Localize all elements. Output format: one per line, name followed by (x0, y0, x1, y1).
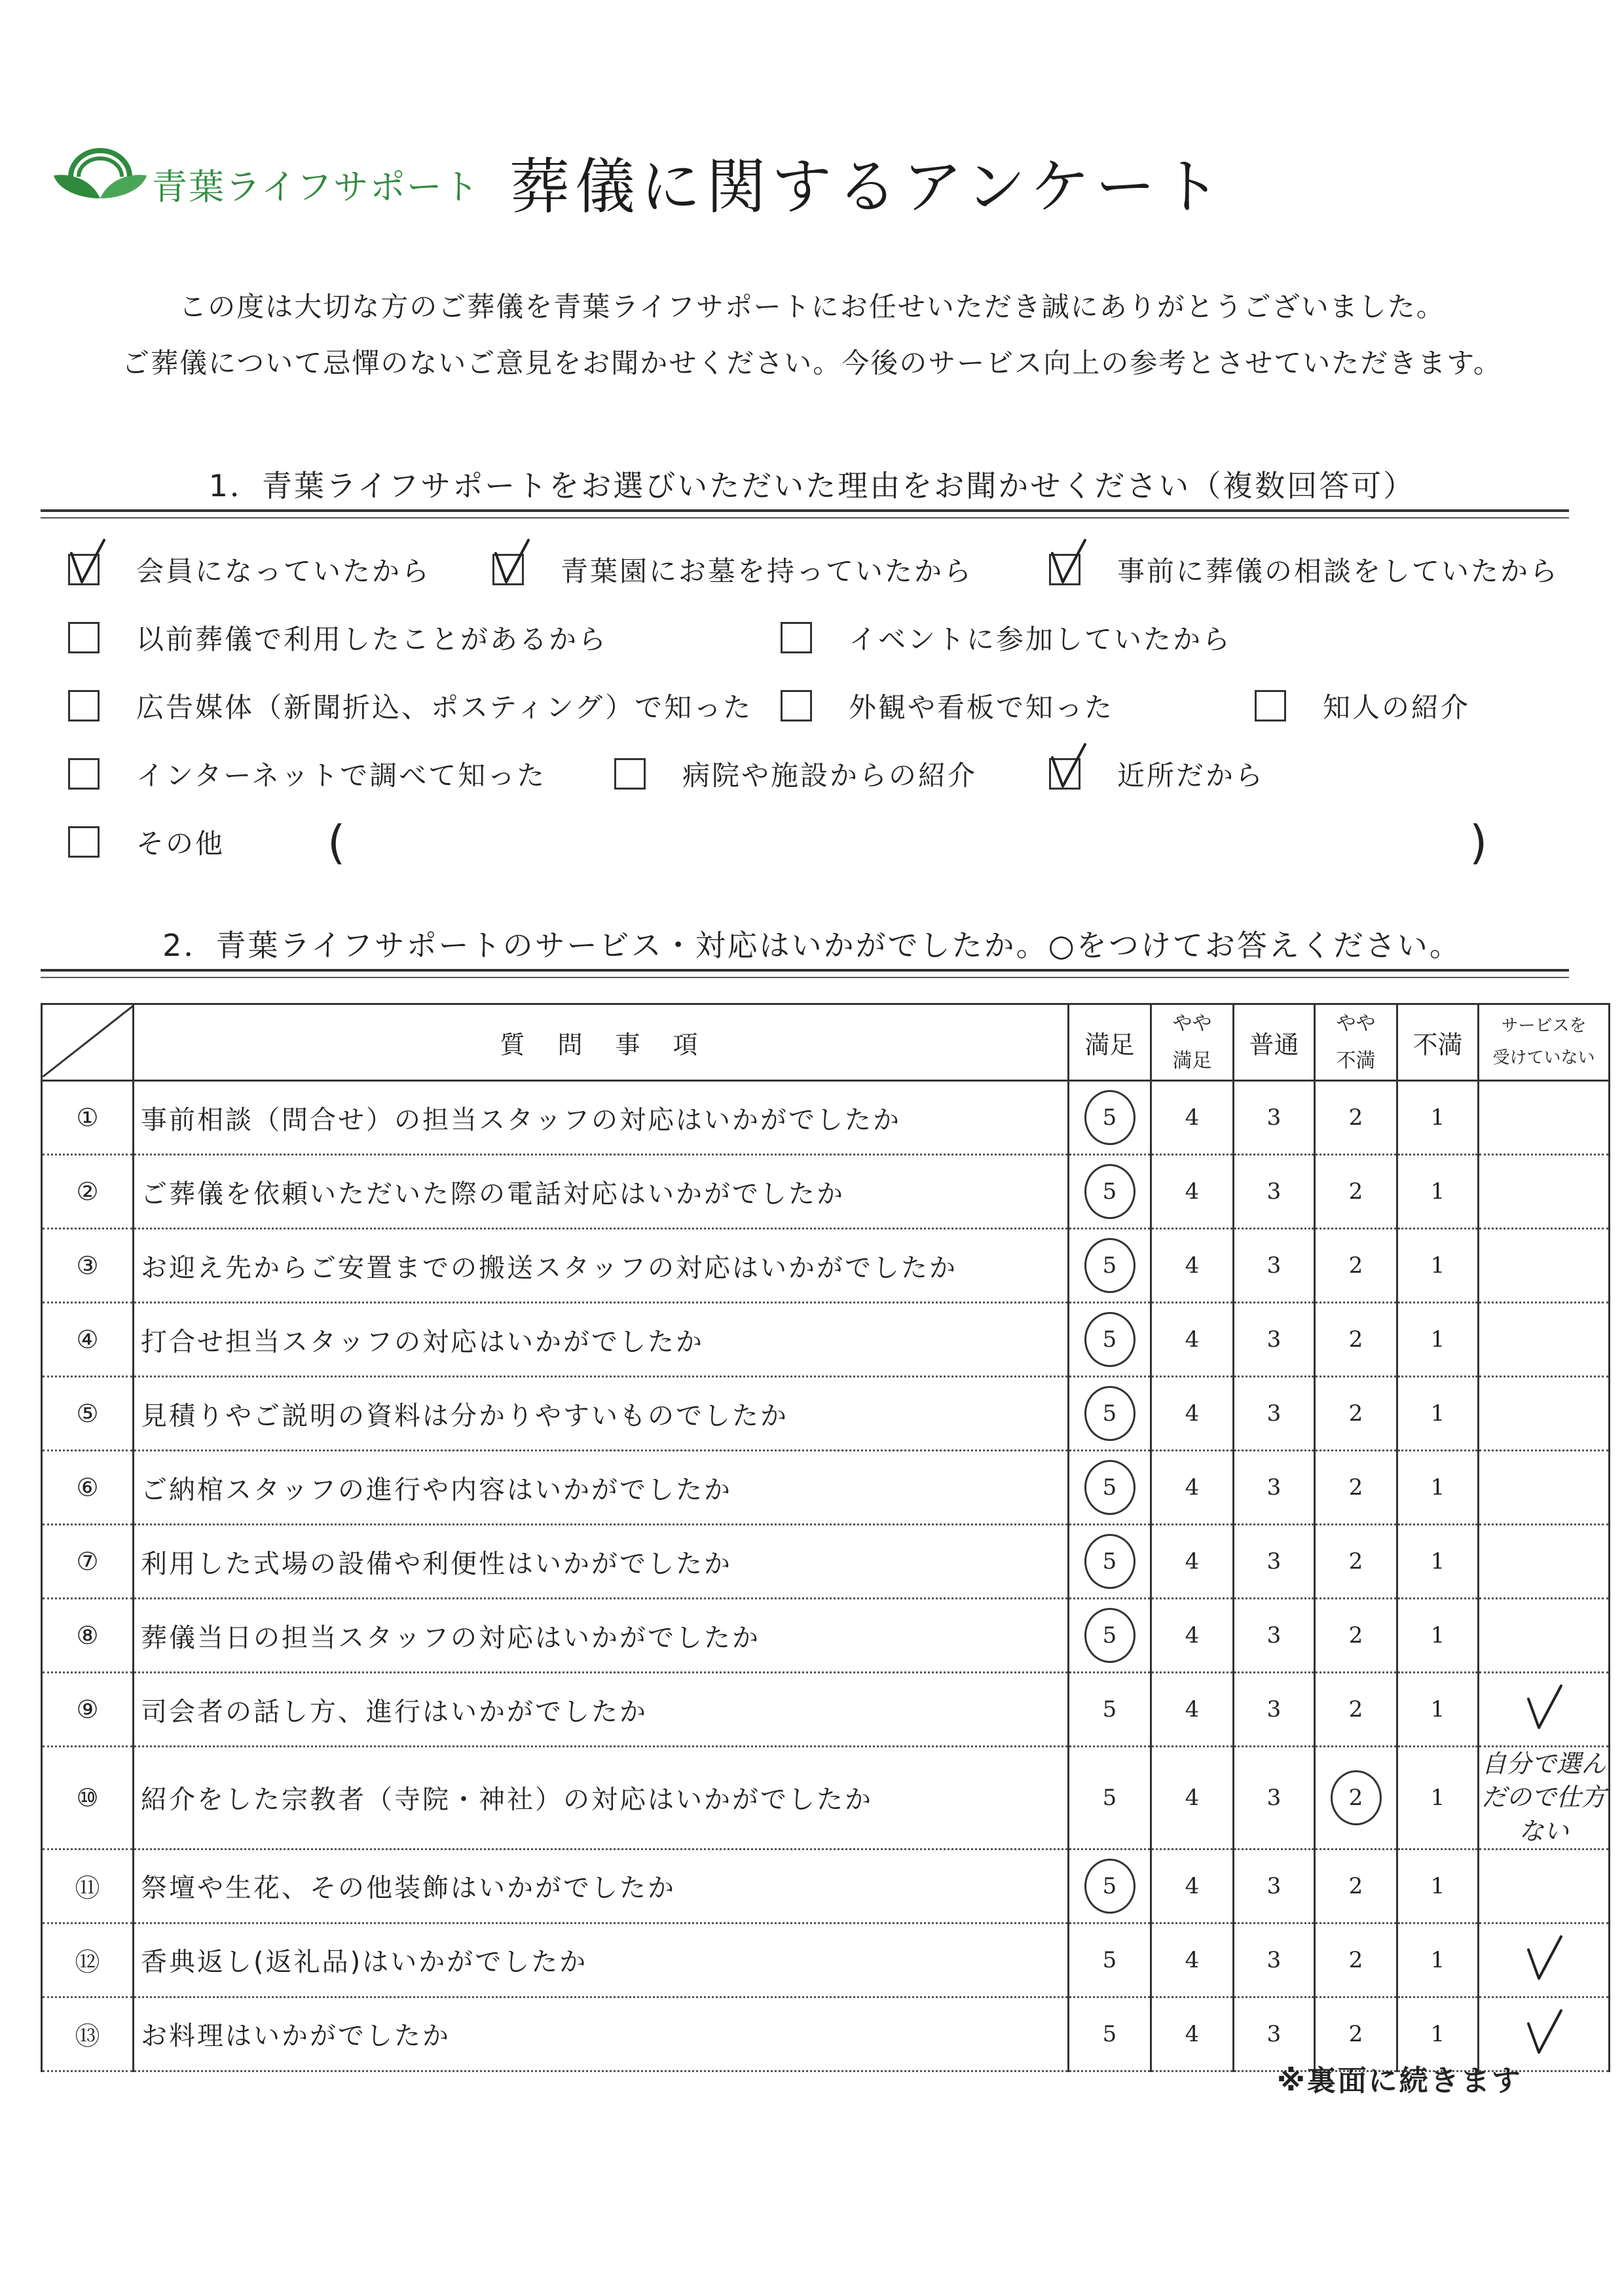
selected-rating: 5 (1084, 1460, 1135, 1515)
reason-option[interactable] (1049, 754, 1264, 793)
rating-cell-5[interactable] (1069, 1923, 1151, 1997)
reason-checkbox[interactable] (68, 554, 100, 585)
section1-rule-thin (41, 517, 1569, 519)
rating-cell-5[interactable] (1069, 1997, 1151, 2071)
rating-cell-5[interactable] (1069, 1081, 1151, 1155)
intro-line-1: この度は大切な方のご葬儀を青葉ライフサポートにお任せいただき誠にありがとうございました。 (179, 291, 1445, 323)
rating-value: 1 (1430, 1548, 1445, 1575)
checkmark-icon (1048, 539, 1088, 592)
rating-cell-3[interactable] (1234, 1081, 1315, 1155)
rating-cell-1[interactable] (1397, 1599, 1479, 1673)
rating-cell-3[interactable] (1234, 1599, 1315, 1673)
rating-cell-4[interactable] (1151, 1303, 1234, 1377)
table-row (42, 1747, 1610, 1850)
header-somewhat-satisfied: やや 満足 (1151, 1004, 1234, 1081)
rating-cell-5[interactable] (1069, 1525, 1151, 1599)
question-number: ⑧ (42, 1599, 134, 1673)
reason-checkbox[interactable] (68, 690, 100, 721)
reason-option[interactable] (1255, 686, 1470, 725)
header-neutral: 普通 (1234, 1004, 1315, 1081)
question-text: 司会者の話し方、進行はいかがでしたか (134, 1673, 1069, 1747)
rating-value: 1 (1430, 1784, 1445, 1811)
table-row (42, 1229, 1610, 1303)
reason-label: 病院や施設からの紹介 (682, 759, 978, 792)
rating-cell-1[interactable] (1397, 1451, 1479, 1525)
reason-checkbox[interactable] (68, 758, 100, 790)
question-number: ③ (42, 1229, 134, 1303)
rating-value: 1 (1430, 1178, 1445, 1205)
rating-cell-4[interactable] (1151, 1081, 1234, 1155)
section2-rule (41, 969, 1569, 972)
question-number: ⑪ (42, 1849, 134, 1923)
header-dissatisfied: 不満 (1397, 1004, 1479, 1081)
rating-value: 2 (1348, 1104, 1363, 1131)
reason-checkbox[interactable] (1049, 554, 1080, 585)
rating-value: 4 (1185, 1784, 1200, 1811)
header-not-received: サービスを 受けていない (1479, 1004, 1610, 1081)
rating-cell-2[interactable] (1315, 1923, 1397, 1997)
rating-cell-4[interactable] (1151, 1923, 1234, 1997)
rating-cell-3[interactable] (1234, 1747, 1315, 1850)
question-number: ⑤ (42, 1377, 134, 1451)
reason-label: 近所だから (1117, 759, 1265, 792)
reason-label: 以前葬儀で利用したことがあるから (136, 623, 608, 655)
not-received-cell[interactable] (1479, 1599, 1610, 1673)
rating-cell-3[interactable] (1234, 1451, 1315, 1525)
rating-cell-3[interactable] (1234, 1229, 1315, 1303)
rating-value: 4 (1185, 1178, 1200, 1205)
question-text: 事前相談（問合せ）の担当スタッフの対応はいかがでしたか (134, 1081, 1069, 1155)
question-number: ⑦ (42, 1525, 134, 1599)
section1-heading: 1．青葉ライフサポートをお選びいただいた理由をお聞かせください（複数回答可） (208, 468, 1416, 503)
rating-cell-2[interactable] (1315, 1747, 1397, 1850)
page-title: 葬儀に関するアンケート (509, 152, 1227, 222)
rating-value: 1 (1430, 1326, 1445, 1353)
not-received-cell[interactable] (1479, 1673, 1610, 1747)
reason-checkbox[interactable] (68, 826, 100, 858)
not-received-cell[interactable] (1479, 1155, 1610, 1229)
rating-value: 1 (1430, 2020, 1445, 2047)
rating-value: 4 (1185, 1622, 1200, 1649)
rating-cell-4[interactable] (1151, 1229, 1234, 1303)
rating-value: 4 (1185, 2020, 1200, 2047)
rating-value: 2 (1348, 1548, 1363, 1575)
rating-cell-2[interactable] (1315, 1303, 1397, 1377)
table-row (42, 1599, 1610, 1673)
not-received-cell[interactable] (1479, 1377, 1610, 1451)
rating-cell-4[interactable] (1151, 1599, 1234, 1673)
rating-value: 4 (1185, 1548, 1200, 1575)
reason-option[interactable] (68, 686, 752, 725)
rating-cell-2[interactable] (1315, 1155, 1397, 1229)
checkmark-icon (1524, 1973, 1564, 1985)
question-number: ⑥ (42, 1451, 134, 1525)
reason-label: 事前に葬儀の相談をしていたから (1117, 555, 1560, 587)
not-received-cell[interactable] (1479, 1525, 1610, 1599)
handwritten-note: 自分で選んだので仕方ない (1481, 1749, 1606, 1846)
checkmark-icon (67, 539, 107, 592)
not-received-cell[interactable] (1479, 1081, 1610, 1155)
rating-cell-3[interactable] (1234, 1155, 1315, 1229)
rating-cell-1[interactable] (1397, 1081, 1479, 1155)
rating-value: 3 (1266, 1474, 1282, 1501)
rating-value: 2 (1348, 2020, 1363, 2047)
rating-cell-1[interactable] (1397, 1155, 1479, 1229)
question-text: ご納棺スタッフの進行や内容はいかがでしたか (134, 1451, 1069, 1525)
rating-cell-1[interactable] (1397, 1377, 1479, 1451)
reason-option[interactable] (781, 686, 1114, 725)
reason-option[interactable] (68, 550, 431, 589)
reason-option[interactable] (68, 618, 608, 657)
rating-value: 4 (1185, 1946, 1200, 1973)
reason-option[interactable] (492, 550, 973, 589)
section2-heading: 2．青葉ライフサポートのサービス・対応はいかがでしたか。○をつけてお答えください。 (162, 928, 1462, 963)
reason-checkbox[interactable] (1255, 690, 1286, 721)
rating-cell-4[interactable] (1151, 1997, 1234, 2071)
selected-rating: 5 (1084, 1859, 1135, 1914)
table-row (42, 1923, 1610, 1997)
rating-cell-1[interactable] (1397, 1303, 1479, 1377)
rating-value: 2 (1348, 1622, 1363, 1649)
rating-value: 4 (1185, 1474, 1200, 1501)
question-text: お料理はいかがでしたか (134, 1997, 1069, 2071)
selected-rating: 5 (1084, 1164, 1135, 1219)
rating-cell-3[interactable] (1234, 1673, 1315, 1747)
reason-checkbox[interactable] (492, 554, 524, 585)
rating-cell-1[interactable] (1397, 1229, 1479, 1303)
table-row (42, 1081, 1610, 1155)
checkmark-icon (1524, 1722, 1564, 1734)
survey-body (42, 1081, 1610, 2071)
section1-rule (41, 509, 1569, 512)
table-row (42, 1849, 1610, 1923)
rating-cell-1[interactable] (1397, 1747, 1479, 1850)
rating-cell-5[interactable] (1069, 1673, 1151, 1747)
reason-option[interactable] (68, 822, 225, 862)
table-row (42, 1155, 1610, 1229)
rating-value: 1 (1430, 1252, 1445, 1279)
rating-cell-5[interactable] (1069, 1747, 1151, 1850)
rating-value: 2 (1348, 1178, 1363, 1205)
rating-value: 2 (1348, 1946, 1363, 1973)
reason-label: イベントに参加していたから (849, 623, 1232, 655)
selected-rating: 2 (1331, 1770, 1382, 1825)
rating-cell-5[interactable] (1069, 1849, 1151, 1923)
not-received-cell[interactable] (1479, 1747, 1610, 1850)
question-number: ⑨ (42, 1673, 134, 1747)
rating-cell-3[interactable] (1234, 1377, 1315, 1451)
rating-value: 2 (1348, 1872, 1363, 1899)
rating-cell-4[interactable] (1151, 1747, 1234, 1850)
rating-cell-4[interactable] (1151, 1155, 1234, 1229)
rating-value: 4 (1185, 1252, 1200, 1279)
rating-value: 4 (1185, 1872, 1200, 1899)
rating-cell-3[interactable] (1234, 1525, 1315, 1599)
rating-cell-1[interactable] (1397, 1849, 1479, 1923)
rating-cell-3[interactable] (1234, 1849, 1315, 1923)
rating-value: 3 (1266, 1784, 1282, 1811)
rating-value: 3 (1266, 1178, 1282, 1205)
rating-cell-2[interactable] (1315, 1377, 1397, 1451)
selected-rating: 5 (1084, 1386, 1135, 1441)
question-number: ① (42, 1081, 134, 1155)
other-open-paren: ( (327, 816, 346, 869)
survey-table (41, 1003, 1610, 2072)
rating-value: 5 (1102, 1784, 1117, 1811)
question-text: 香典返し(返礼品)はいかがでしたか (134, 1923, 1069, 1997)
rating-cell-3[interactable] (1234, 1303, 1315, 1377)
section2-rule-thin (41, 977, 1569, 978)
brand-logo-icon (51, 136, 149, 211)
rating-value: 3 (1266, 1326, 1282, 1353)
intro-line-2: ご葬儀について忌憚のないご意見をお聞かせください。今後のサービス向上の参考とさせていただきます。 (122, 347, 1502, 379)
reason-label: 広告媒体（新聞折込、ポスティング）で知った (136, 691, 753, 723)
diagonal-corner-cell (42, 1004, 134, 1081)
checkmark-icon (1048, 743, 1088, 797)
question-text: 葬儀当日の担当スタッフの対応はいかがでしたか (134, 1599, 1069, 1673)
selected-rating: 5 (1084, 1238, 1135, 1293)
rating-cell-4[interactable] (1151, 1673, 1234, 1747)
reason-label: 会員になっていたから (136, 555, 432, 587)
not-received-cell[interactable] (1479, 1229, 1610, 1303)
selected-rating: 5 (1084, 1312, 1135, 1367)
not-received-cell[interactable] (1479, 1923, 1610, 1997)
selected-rating: 5 (1084, 1534, 1135, 1589)
rating-value: 1 (1430, 1400, 1445, 1427)
rating-value: 2 (1348, 1696, 1363, 1722)
reason-label: 青葉園にお墓を持っていたから (561, 555, 974, 587)
rating-value: 1 (1430, 1622, 1445, 1649)
rating-cell-5[interactable] (1069, 1377, 1151, 1451)
table-row (42, 1525, 1610, 1599)
rating-cell-5[interactable] (1069, 1229, 1151, 1303)
rating-value: 4 (1185, 1326, 1200, 1353)
rating-cell-2[interactable] (1315, 1081, 1397, 1155)
rating-cell-4[interactable] (1151, 1451, 1234, 1525)
question-text: 祭壇や生花、その他装飾はいかがでしたか (134, 1849, 1069, 1923)
selected-rating: 5 (1084, 1090, 1135, 1145)
rating-value: 2 (1348, 1474, 1363, 1501)
brand-name: 青葉ライフサポート (152, 166, 480, 208)
rating-cell-4[interactable] (1151, 1377, 1234, 1451)
rating-cell-2[interactable] (1315, 1229, 1397, 1303)
rating-value: 5 (1102, 2020, 1117, 2047)
reason-checkbox[interactable] (68, 622, 100, 653)
reason-label: 外観や看板で知った (849, 691, 1115, 723)
rating-value: 3 (1266, 1252, 1282, 1279)
question-number: ② (42, 1155, 134, 1229)
table-row (42, 1673, 1610, 1747)
rating-value: 4 (1185, 1104, 1200, 1131)
rating-value: 3 (1266, 1400, 1282, 1427)
rating-value: 3 (1266, 1872, 1282, 1899)
rating-value: 1 (1430, 1474, 1445, 1501)
rating-cell-5[interactable] (1069, 1303, 1151, 1377)
question-number: ⑩ (42, 1747, 134, 1850)
checkmark-icon (492, 539, 531, 592)
question-number: ④ (42, 1303, 134, 1377)
rating-value: 3 (1266, 1946, 1282, 1973)
not-received-cell[interactable] (1479, 1451, 1610, 1525)
rating-cell-2[interactable] (1315, 1451, 1397, 1525)
rating-value: 3 (1266, 1622, 1282, 1649)
reason-checkbox[interactable] (614, 758, 646, 790)
rating-value: 2 (1348, 1400, 1363, 1427)
rating-cell-2[interactable] (1315, 1849, 1397, 1923)
reason-checkbox[interactable] (1049, 758, 1080, 790)
rating-value: 2 (1348, 1326, 1363, 1353)
rating-value: 3 (1266, 1696, 1282, 1722)
rating-cell-1[interactable] (1397, 1673, 1479, 1747)
rating-value: 2 (1348, 1252, 1363, 1279)
rating-value: 1 (1430, 1696, 1445, 1722)
question-text: 利用した式場の設備や利便性はいかがでしたか (134, 1525, 1069, 1599)
rating-cell-4[interactable] (1151, 1849, 1234, 1923)
reason-label: インターネットで調べて知った (136, 759, 547, 792)
question-text: 紹介をした宗教者（寺院・神社）の対応はいかがでしたか (134, 1747, 1069, 1850)
rating-value: 5 (1102, 1696, 1117, 1722)
table-row (42, 1451, 1610, 1525)
table-row (42, 1377, 1610, 1451)
rating-value: 1 (1430, 1872, 1445, 1899)
rating-cell-2[interactable] (1315, 1599, 1397, 1673)
checkmark-icon (1524, 2047, 1564, 2059)
rating-value: 3 (1266, 1104, 1282, 1131)
reason-label: 知人の紹介 (1323, 691, 1471, 723)
rating-cell-1[interactable] (1397, 1525, 1479, 1599)
rating-cell-1[interactable] (1397, 1923, 1479, 1997)
rating-cell-5[interactable] (1069, 1599, 1151, 1673)
question-number: ⑬ (42, 1997, 134, 2071)
not-received-cell[interactable] (1479, 1303, 1610, 1377)
selected-rating: 5 (1084, 1608, 1135, 1663)
rating-value: 4 (1185, 1696, 1200, 1722)
header-somewhat-dissatisfied: やや 不満 (1315, 1004, 1397, 1081)
rating-cell-3[interactable] (1234, 1923, 1315, 1997)
question-text: 打合せ担当スタッフの対応はいかがでしたか (134, 1303, 1069, 1377)
rating-cell-2[interactable] (1315, 1525, 1397, 1599)
reason-checkbox[interactable] (781, 690, 812, 721)
question-number: ⑫ (42, 1923, 134, 1997)
reason-option[interactable] (614, 754, 977, 793)
question-text: お迎え先からご安置までの搬送スタッフの対応はいかがでしたか (134, 1229, 1069, 1303)
header-satisfied: 満足 (1069, 1004, 1151, 1081)
rating-value: 4 (1185, 1400, 1200, 1427)
reason-option[interactable] (68, 754, 546, 793)
reason-checkbox[interactable] (781, 622, 812, 653)
rating-value: 1 (1430, 1946, 1445, 1973)
table-row (42, 1303, 1610, 1377)
rating-cell-5[interactable] (1069, 1451, 1151, 1525)
continue-note: ※裏面に続きます (1277, 2064, 1522, 2098)
question-header: 質 問 事 項 (134, 1004, 1069, 1081)
rating-cell-4[interactable] (1151, 1525, 1234, 1599)
question-text: ご葬儀を依頼いただいた際の電話対応はいかがでしたか (134, 1155, 1069, 1229)
rating-cell-5[interactable] (1069, 1155, 1151, 1229)
reason-option[interactable] (1049, 550, 1559, 589)
reason-option[interactable] (781, 618, 1232, 657)
question-text: 見積りやご説明の資料は分かりやすいものでしたか (134, 1377, 1069, 1451)
rating-value: 3 (1266, 1548, 1282, 1575)
reason-label: その他 (136, 828, 225, 860)
other-close-paren: ) (1469, 816, 1488, 869)
rating-value: 5 (1102, 1946, 1117, 1973)
rating-cell-2[interactable] (1315, 1673, 1397, 1747)
rating-value: 3 (1266, 2020, 1282, 2047)
rating-value: 1 (1430, 1104, 1445, 1131)
not-received-cell[interactable] (1479, 1849, 1610, 1923)
table-header-row (42, 1004, 1610, 1081)
